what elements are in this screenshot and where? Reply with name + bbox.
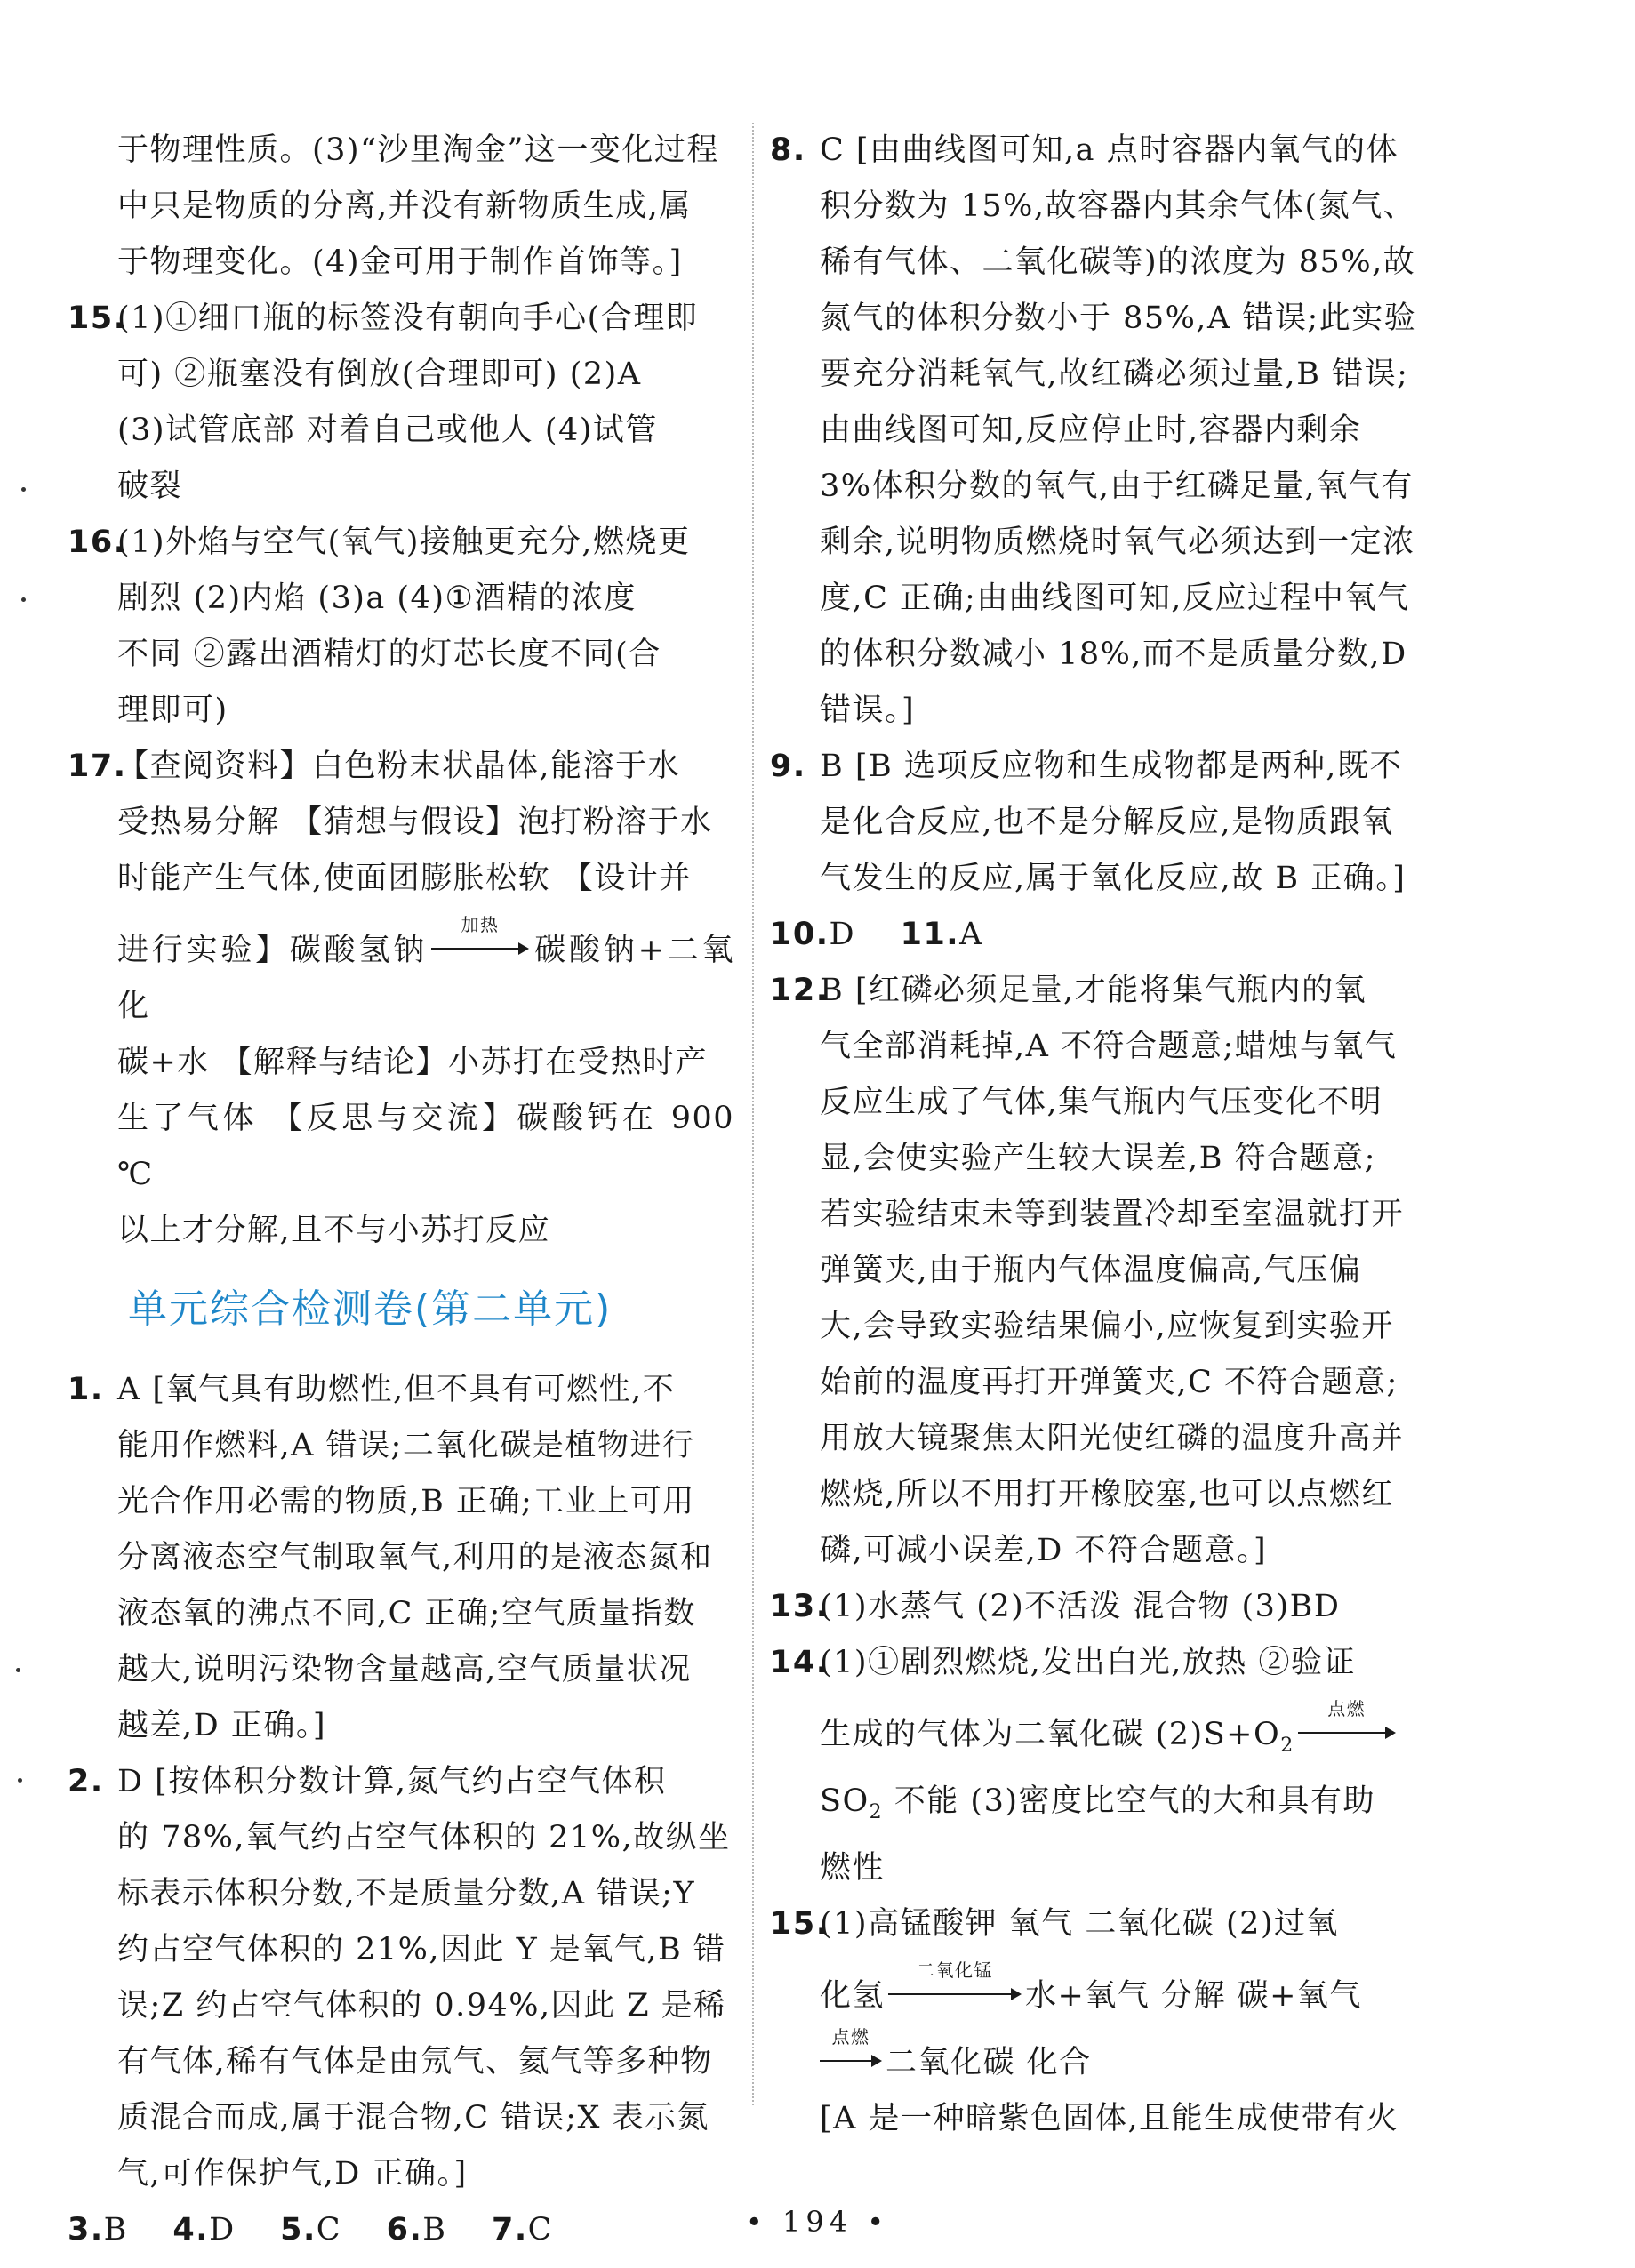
answer-choice: D (829, 917, 856, 952)
text-line: 剩余,说明物质燃烧时氧气必须达到一定浓 (820, 525, 1415, 560)
text-line: 稀有气体、二氧化碳等)的浓度为 85%,故 (820, 244, 1416, 280)
text-segment: 碳酸钠+二氧化 (117, 933, 734, 1024)
answer-15 (68, 291, 734, 515)
text-line: 剧烈 (2)内焰 (3)a (4)①酒精的浓度 (117, 581, 637, 616)
text-line: 氮气的体积分数小于 85%,A 错误;此实验 (820, 301, 1417, 336)
text-line: (1)①剧烈燃烧,发出白光,放热 ②验证 (820, 1645, 1356, 1680)
text-segment: 化氢 (820, 1978, 886, 2014)
text-line: 能用作燃料,A 错误;二氧化碳是植物进行 (117, 1428, 695, 1463)
text-line: 始前的温度再打开弹簧夹,C 不符合题意; (820, 1365, 1399, 1400)
answer-number: 14. (770, 1645, 830, 1680)
text-segment: 二氧化碳 化合 (886, 2045, 1092, 2080)
left-column (68, 123, 734, 2258)
answer-9 (770, 739, 1456, 907)
text-line: 不同 ②露出酒精灯的灯芯长度不同(合 (117, 637, 661, 672)
answer-17 (68, 739, 734, 1259)
reaction-condition: 加热 (461, 914, 500, 935)
text-line: 生了气体 【反思与交流】碳酸钙在 900 ℃ (117, 1101, 734, 1192)
equation-line (820, 2026, 1456, 2091)
column-divider (752, 123, 754, 2105)
unit-title: 单元综合检测卷(第二单元) (128, 1286, 613, 1332)
text-segment: 进行实验】碳酸氢钠 (117, 933, 428, 968)
answer-14 (770, 1635, 1456, 1896)
text-line: 若实验结束未等到装置冷却至室温就打开 (820, 1197, 1405, 1232)
answer-number: 10. (770, 917, 830, 952)
text-line: 燃性 (820, 1850, 886, 1886)
answer-number: 11. (900, 917, 960, 952)
answer-choice: C (316, 2212, 342, 2248)
text-line: 磷,可减小误差,D 不符合题意。] (820, 1533, 1268, 1568)
answer-choice: B (103, 2212, 128, 2248)
margin-dot (18, 1778, 22, 1783)
text-line: 误;Z 约占空气体积的 0.94%,因此 Z 是稀 (117, 1988, 726, 2024)
answer-choice: D (209, 2212, 236, 2248)
text-line: 光合作用必需的物质,B 正确;工业上可用 (117, 1484, 695, 1519)
text-line: 弹簧夹,由于瓶内气体温度偏高,气压偏 (820, 1253, 1362, 1288)
answer-number: 9. (770, 749, 806, 784)
answers-10-11 (770, 907, 1456, 963)
text-line: B [B 选项反应物和生成物都是两种,既不 (820, 749, 1402, 784)
reaction-arrow (431, 914, 529, 960)
answer-16 (68, 515, 734, 739)
text-line: 有气体,稀有气体是由氖气、氦气等多种物 (117, 2044, 713, 2080)
reaction-arrow (1298, 1698, 1396, 1744)
answer-number: 16. (68, 525, 127, 560)
answer-choice: C (527, 2212, 553, 2248)
answer-number: 7. (492, 2212, 528, 2248)
answer-number: 13. (770, 1589, 830, 1624)
text-line: A [氧气具有助燃性,但不具有可燃性,不 (117, 1372, 676, 1407)
text-line: (1)水蒸气 (2)不活泼 混合物 (3)BD (820, 1589, 1341, 1624)
equation-line (820, 1774, 1456, 1840)
margin-dot (16, 1668, 20, 1672)
equation-line (820, 1959, 1456, 2024)
text-line: 气全部消耗掉,A 不符合题意;蜡烛与氧气 (820, 1029, 1398, 1064)
text-line: 可) ②瓶塞没有倒放(合理即可) (2)A (117, 357, 642, 392)
answer-13 (770, 1579, 1456, 1635)
reaction-arrow (888, 1959, 1022, 2006)
text-line: (1)高锰酸钾 氧气 二氧化碳 (2)过氧 (820, 1906, 1340, 1942)
text-line: (1)①细口瓶的标签没有朝向手心(合理即 (117, 301, 699, 336)
text-line: 反应生成了气体,集气瓶内气压变化不明 (820, 1085, 1383, 1120)
text-line: 越差,D 正确。] (117, 1708, 326, 1743)
text-line: [A 是一种暗紫色固体,且能生成使带有火 (820, 2101, 1399, 2136)
text-line: 标表示体积分数,不是质量分数,A 错误;Y (117, 1876, 696, 1911)
text-line: 由曲线图可知,反应停止时,容器内剩余 (820, 413, 1362, 448)
text-segment: 水+氧气 分解 碳+氧气 (1025, 1978, 1362, 2014)
text-line: D [按体积分数计算,氮气约占空气体积 (117, 1764, 667, 1799)
text-line: 以上才分解,且不与小苏打反应 (117, 1213, 551, 1248)
text-line: C [由曲线图可知,a 点时容器内氧气的体 (820, 132, 1399, 168)
margin-dot (21, 487, 26, 492)
answer-number: 2. (68, 1764, 104, 1799)
text-line: (3)试管底部 对着自己或他人 (4)试管 (117, 413, 658, 448)
text-line: 于物理性质。(3)“沙里淘金”这一变化过程 (117, 132, 719, 168)
answer-number: 15. (68, 301, 127, 336)
text-line: 破裂 (117, 469, 183, 504)
reaction-condition: 点燃 (1327, 1698, 1367, 1719)
text-line: (1)外焰与空气(氧气)接触更充分,燃烧更 (117, 525, 691, 560)
text-line: 于物理变化。(4)金可用于制作首饰等。] (117, 244, 683, 280)
text-line: 时能产生气体,使面团膨胀松软 【设计并 (117, 861, 692, 896)
text-line: 气,可作保护气,D 正确。] (117, 2156, 468, 2192)
text-line: 大,会导致实验结果偏小,应恢复到实验开 (820, 1309, 1394, 1344)
text-line: 度,C 正确;由曲线图可知,反应过程中氧气 (820, 581, 1410, 616)
text-line: 【查阅资料】白色粉末状晶体,能溶于水 (117, 749, 681, 784)
answer-number: 4. (172, 2212, 210, 2248)
subscript: 2 (869, 1801, 884, 1823)
text-line: 受热易分解 【猜想与假设】泡打粉溶于水 (117, 805, 713, 840)
text-line: 用放大镜聚焦太阳光使红磷的温度升高并 (820, 1421, 1405, 1456)
answer-1 (68, 1362, 734, 1754)
answer-14-continuation (68, 123, 734, 291)
text-line: 约占空气体积的 21%,因此 Y 是氧气,B 错 (117, 1932, 726, 1967)
answer-number: 3. (68, 2212, 104, 2248)
answer-15-right (770, 1896, 1456, 2147)
reaction-condition: 点燃 (831, 2026, 870, 2048)
answer-number: 5. (280, 2212, 317, 2248)
reaction-condition: 二氧化锰 (917, 1959, 994, 1981)
answer-number: 12. (770, 973, 830, 1008)
page-number: • 194 • (745, 2205, 890, 2239)
text-line: 是化合反应,也不是分解反应,是物质跟氧 (820, 805, 1394, 840)
text-line: 理即可) (117, 693, 228, 728)
margin-dot (21, 597, 26, 602)
reaction-arrow (820, 2026, 882, 2072)
text-segment: 生成的气体为二氧化碳 (2)S+O (820, 1717, 1281, 1752)
answer-12 (770, 963, 1456, 1579)
text-line: 燃烧,所以不用打开橡胶塞,也可以点燃红 (820, 1477, 1394, 1512)
text-line: 质混合而成,属于混合物,C 错误;X 表示氮 (117, 2100, 709, 2136)
answer-number: 6. (386, 2212, 423, 2248)
answer-choice: A (959, 917, 983, 952)
text-line: 要充分消耗氧气,故红磷必须过量,B 错误; (820, 357, 1409, 392)
text-segment: SO (820, 1783, 870, 1819)
answer-number: 17. (68, 749, 127, 784)
answer-number: 1. (68, 1372, 104, 1407)
text-line: 3%体积分数的氧气,由于红磷足量,氧气有 (820, 469, 1414, 504)
text-segment: 不能 (3)密度比空气的大和具有助 (883, 1783, 1376, 1819)
right-column (770, 123, 1456, 2147)
answer-choice: B (422, 2212, 447, 2248)
equation-line (820, 1698, 1456, 1774)
text-line: 碳+水 【解释与结论】小苏打在受热时产 (117, 1045, 708, 1080)
answer-2 (68, 1754, 734, 2202)
answer-number: 15. (770, 1906, 830, 1942)
answer-8 (770, 123, 1456, 739)
text-line: 错误。] (820, 693, 916, 728)
text-line: 中只是物质的分离,并没有新物质生成,属 (117, 188, 692, 224)
text-line: 积分数为 15%,故容器内其余气体(氮气、 (820, 188, 1416, 224)
text-line: 的 78%,氧气约占空气体积的 21%,故纵坐 (117, 1820, 731, 1855)
text-line: 液态氧的沸点不同,C 正确;空气质量指数 (117, 1596, 696, 1631)
subscript: 2 (1280, 1735, 1294, 1757)
text-line: 的体积分数减小 18%,而不是质量分数,D (820, 637, 1407, 672)
text-line: 越大,说明污染物含量越高,空气质量状况 (117, 1652, 692, 1687)
text-line: 显,会使实验产生较大误差,B 符合题意; (820, 1141, 1376, 1176)
text-line: 气发生的反应,属于氧化反应,故 B 正确。] (820, 861, 1407, 896)
equation-line (117, 914, 734, 1035)
text-line: B [红磷必须足量,才能将集气瓶内的氧 (820, 973, 1367, 1008)
text-line: 分离液态空气制取氧气,利用的是液态氮和 (117, 1540, 713, 1575)
answer-number: 8. (770, 132, 806, 168)
